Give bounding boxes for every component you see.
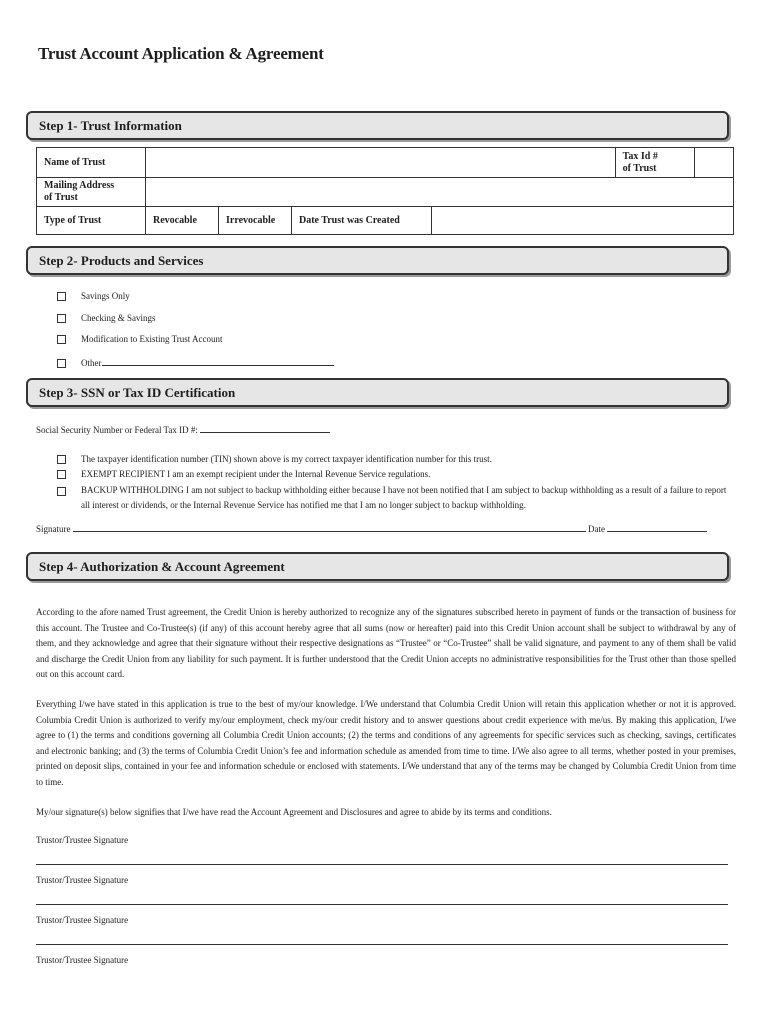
step3-header	[26, 378, 729, 407]
agreement-paragraph-2: Everything I/we have stated in this application is true to the best of my/our knowledge. I/We understand that Columbia Credit Union will retain this application whether or not it is approved. Columbia Credit Union is authorized to verify my/our employment, check my/our credit history and to answer questions about credit experience with me/us. By making this application, I/we agree to (1) the terms and conditions governing all Columbia Credit Union accounts; (2) the terms and conditions of any agreements for specific services such as checking, savings, certificates and electronic banking; and (3) the terms of Columbia Credit Union’s fee and information schedule as amended from time to time. I/We also agree to all terms, whether posted in your premises, printed on deposit slips, contained in your fee and information schedule or enclosed with statements. I/We understand that any of the terms may be changed by Columbia Credit Union from time to time.	[36, 699, 736, 787]
agreement-paragraph-3: My/our signature(s) below signifies that I/we have read the Account Agreement and Disclosures and agree to abide by its terms and conditions.	[36, 807, 552, 817]
product-option-modification[interactable]: Modification to Existing Trust Account	[57, 334, 223, 344]
name-of-trust-label: Name of Trust	[37, 148, 146, 178]
signature-label: Signature	[36, 524, 71, 534]
trust-info-table	[36, 147, 734, 235]
certification-3: BACKUP WITHHOLDING I am not subject to backup withholding either because I have not been notified that I am subject to backup withholding as a result of a failure to report all interest or dividends, or the Internal Revenue Service has notified me that I am no longer subject to backup withholding.	[57, 483, 727, 513]
certification-1: The taxpayer identification number (TIN) shown above is my correct taxpayer identification number for this trust.	[57, 452, 727, 467]
revocable-option[interactable]: Revocable	[146, 207, 219, 235]
checkbox-icon[interactable]	[57, 314, 66, 323]
trustee-signature-line-3[interactable]	[36, 944, 728, 945]
mailing-address-label: Mailing Address of Trust	[37, 178, 146, 207]
step2-title: Step 2- Products and Services	[39, 253, 204, 268]
certification-2: EXEMPT RECIPIENT I am an exempt recipient under the Internal Revenue Service regulations.	[57, 467, 727, 482]
step2-header	[26, 246, 729, 275]
name-of-trust-field[interactable]	[146, 148, 616, 178]
checkbox-icon[interactable]	[57, 455, 66, 464]
tax-id-label: Tax Id # of Trust	[615, 148, 694, 178]
product-option-other[interactable]: Other	[57, 356, 334, 368]
step1-header	[26, 111, 729, 140]
step4-header	[26, 552, 729, 581]
tax-id-field[interactable]	[694, 148, 733, 178]
trustee-signature-line-1[interactable]	[36, 864, 728, 865]
signature-input-line[interactable]	[73, 522, 586, 532]
trustee-signature-label-4: Trustor/Trustee Signature	[36, 955, 129, 965]
step1-title: Step 1- Trust Information	[39, 118, 182, 133]
checkbox-icon[interactable]	[57, 470, 66, 479]
ssn-label: Social Security Number or Federal Tax ID #:	[36, 425, 198, 435]
other-input-line[interactable]	[102, 356, 334, 366]
date-input-line[interactable]	[607, 522, 707, 532]
product-option-checking-savings[interactable]: Checking & Savings	[57, 313, 156, 323]
checkbox-icon[interactable]	[57, 487, 66, 496]
step3-title: Step 3- SSN or Tax ID Certification	[39, 385, 236, 400]
agreement-paragraph-1: According to the afore named Trust agreement, the Credit Union is hereby authorized to recognize any of the signatures subscribed hereto in payment of funds or the transaction of business for this account. The Trustee and Co-Trustee(s) (if any) of this account hereby agree that all sums (now or hereafter) paid into this Credit Union account shall be subject to withdrawal by any of them, and they acknowledge and agree that their signature without their respective designations as “Trustee” or “Co-Trustee” shall be valid signature, and payment to any of them shall be valid and discharge the Credit Union from any liability for such payment. It is further understood that the Credit Union accepts no administrative responsibilities for the Trust other than those spelled out on this account card.	[36, 607, 736, 680]
signature-row	[36, 522, 707, 537]
date-label: Date	[588, 524, 605, 534]
ssn-input-line[interactable]	[200, 423, 330, 433]
trustee-signature-label-1: Trustor/Trustee Signature	[36, 835, 129, 845]
trustee-signature-label-2: Trustor/Trustee Signature	[36, 875, 129, 885]
type-of-trust-label: Type of Trust	[37, 207, 146, 235]
product-option-savings[interactable]: Savings Only	[57, 291, 130, 301]
page-title: Trust Account Application & Agreement	[38, 44, 324, 63]
checkbox-icon[interactable]	[57, 292, 66, 301]
mailing-address-field[interactable]	[146, 178, 734, 207]
checkbox-icon[interactable]	[57, 359, 66, 368]
irrevocable-option[interactable]: Irrevocable	[219, 207, 292, 235]
trustee-signature-line-2[interactable]	[36, 904, 728, 905]
date-created-field[interactable]	[432, 207, 734, 235]
trustee-signature-label-3: Trustor/Trustee Signature	[36, 915, 129, 925]
date-created-label: Date Trust was Created	[292, 207, 432, 235]
step4-title: Step 4- Authorization & Account Agreement	[39, 559, 285, 574]
ssn-row	[36, 423, 330, 438]
checkbox-icon[interactable]	[57, 335, 66, 344]
